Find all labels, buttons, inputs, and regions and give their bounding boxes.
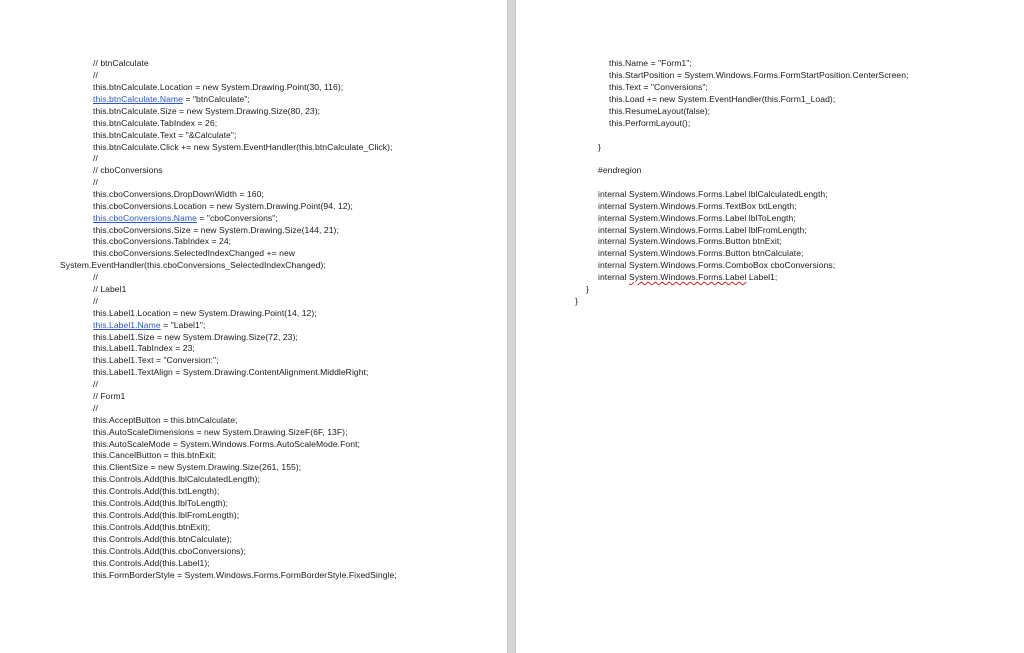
code-text: this.Text = "Conversions"; [609, 82, 708, 92]
document-page-right [515, 0, 1024, 653]
code-line [598, 248, 804, 259]
code-line [93, 522, 210, 533]
code-line [93, 142, 392, 153]
code-text: // [93, 70, 98, 80]
code-line [598, 272, 777, 283]
code-text: this.Label1.Text = "Conversion:"; [93, 355, 219, 365]
code-text: #endregion [598, 165, 642, 175]
code-line [609, 94, 835, 105]
code-line [598, 213, 796, 224]
code-text: // [93, 296, 98, 306]
code-line [93, 570, 397, 581]
code-line [575, 296, 578, 307]
code-line [93, 534, 232, 545]
code-text: internal System.Windows.Forms.TextBox txtLength; [598, 201, 797, 211]
code-line [93, 498, 228, 509]
code-text: = "Label1"; [160, 320, 206, 330]
code-line [93, 213, 278, 224]
code-text: this.cboConversions.TabIndex = 24; [93, 236, 232, 246]
code-line [93, 379, 98, 390]
code-text: this.PerformLayout(); [609, 118, 691, 128]
code-text: = "cboConversions"; [196, 213, 278, 223]
code-text: Label1; [746, 272, 778, 282]
code-text: this.Controls.Add(this.Label1); [93, 558, 210, 568]
document-page-left [0, 0, 508, 653]
code-line [598, 236, 782, 247]
code-text: System.EventHandler(this.cboConversions_SelectedIndexChanged); [60, 260, 326, 270]
code-text: // cboConversions [93, 165, 163, 175]
code-line [93, 439, 360, 450]
code-line [93, 70, 98, 81]
code-text: this.Controls.Add(this.lblCalculatedLength); [93, 474, 260, 484]
code-text: // Form1 [93, 391, 126, 401]
code-text: = "btnCalculate"; [182, 94, 250, 104]
code-text: internal System.Windows.Forms.Button btnCalculate; [598, 248, 804, 258]
code-text: this.AutoScaleDimensions = new System.Drawing.SizeF(6F, 13F); [93, 427, 348, 437]
code-text: this.Controls.Add(this.btnExit); [93, 522, 211, 532]
code-text: this.ResumeLayout(false); [609, 106, 711, 116]
code-text: } [586, 284, 589, 294]
code-line [93, 403, 98, 414]
code-line [93, 343, 195, 354]
code-text: // [93, 403, 98, 413]
code-link: this.cboConversions.Name [93, 213, 197, 223]
code-line [93, 415, 238, 426]
code-text: this.FormBorderStyle = System.Windows.Forms.FormBorderStyle.FixedSingle; [93, 570, 397, 580]
code-line [93, 94, 250, 105]
code-line [93, 106, 320, 117]
code-line [598, 225, 807, 236]
code-text: this.cboConversions.Location = new System.Drawing.Point(94, 12); [93, 201, 353, 211]
code-line [93, 391, 125, 402]
code-line [93, 462, 301, 473]
code-line [93, 130, 236, 141]
code-text: this.cboConversions.DropDownWidth = 160; [93, 189, 264, 199]
code-line [93, 558, 210, 569]
code-text: this.Label1.Size = new System.Drawing.Size(72, 23); [93, 332, 298, 342]
code-line [609, 106, 710, 117]
code-text: // btnCalculate [93, 58, 149, 68]
code-text: this.Controls.Add(this.cboConversions); [93, 546, 246, 556]
code-line [93, 308, 317, 319]
code-text: this.Controls.Add(this.lblFromLength); [93, 510, 240, 520]
code-line [609, 118, 690, 129]
code-link: this.Label1.Name [93, 320, 161, 330]
code-text: this.Name = "Form1"; [609, 58, 692, 68]
code-text: internal System.Windows.Forms.Label lblCalculatedLength; [598, 189, 828, 199]
code-line [93, 296, 98, 307]
code-text: internal [598, 272, 630, 282]
code-text: // [93, 272, 98, 282]
code-line [93, 450, 216, 461]
code-line [93, 82, 343, 93]
code-text: this.cboConversions.SelectedIndexChanged += new [93, 248, 296, 258]
code-line [609, 58, 692, 69]
code-link: this.btnCalculate.Name [93, 94, 183, 104]
code-line [93, 201, 353, 212]
code-text: internal System.Windows.Forms.Label lblFromLength; [598, 225, 807, 235]
code-text: this.Label1.TabIndex = 23; [93, 343, 195, 353]
code-text: // [93, 379, 98, 389]
code-line [93, 165, 163, 176]
code-line [93, 367, 368, 378]
code-text: this.AutoScaleMode = System.Windows.Forms.AutoScaleMode.Font; [93, 439, 360, 449]
code-text: this.cboConversions.Size = new System.Drawing.Size(144, 21); [93, 225, 339, 235]
code-line [93, 320, 205, 331]
spellcheck-underlined-text: System.Windows.Forms.Label [629, 272, 747, 282]
code-line [93, 332, 298, 343]
code-line [598, 189, 828, 200]
code-text: // [93, 153, 98, 163]
code-text: this.btnCalculate.Click += new System.EventHandler(this.btnCalculate_Click); [93, 142, 393, 152]
code-line [93, 474, 260, 485]
code-line [586, 284, 589, 295]
code-line [93, 225, 339, 236]
code-text: this.btnCalculate.Text = "&Calculate"; [93, 130, 237, 140]
code-text: this.Controls.Add(this.lblToLength); [93, 498, 229, 508]
code-text: this.btnCalculate.Location = new System.Drawing.Point(30, 116); [93, 82, 344, 92]
code-text: this.ClientSize = new System.Drawing.Size(261, 155); [93, 462, 302, 472]
code-text: } [575, 296, 578, 306]
code-line [93, 153, 98, 164]
code-text: this.CancelButton = this.btnExit; [93, 450, 217, 460]
code-text: // Label1 [93, 284, 127, 294]
code-line [93, 248, 295, 259]
code-text: this.Label1.Location = new System.Drawing.Point(14, 12); [93, 308, 317, 318]
code-line [60, 260, 326, 271]
page-gutter [508, 0, 515, 653]
code-line [598, 260, 835, 271]
code-text: internal System.Windows.Forms.ComboBox cboConversions; [598, 260, 836, 270]
code-text: this.StartPosition = System.Windows.Forms.FormStartPosition.CenterScreen; [609, 70, 909, 80]
code-text: internal System.Windows.Forms.Label lblToLength; [598, 213, 796, 223]
code-text: internal System.Windows.Forms.Button btnExit; [598, 236, 782, 246]
code-line [598, 201, 797, 212]
code-line [93, 189, 264, 200]
code-text: this.Label1.TextAlign = System.Drawing.ContentAlignment.MiddleRight; [93, 367, 369, 377]
code-text: this.btnCalculate.Size = new System.Drawing.Size(80, 23); [93, 106, 321, 116]
code-line [93, 486, 219, 497]
code-line [93, 272, 98, 283]
code-line [598, 165, 642, 176]
code-text: this.Controls.Add(this.btnCalculate); [93, 534, 232, 544]
code-line [93, 118, 217, 129]
code-line [93, 546, 246, 557]
code-line [93, 284, 126, 295]
code-text: this.Load += new System.EventHandler(this.Form1_Load); [609, 94, 836, 104]
code-line [93, 58, 149, 69]
code-text: this.Controls.Add(this.txtLength); [93, 486, 220, 496]
code-line [93, 355, 219, 366]
code-line [93, 510, 239, 521]
code-line [598, 142, 601, 153]
code-text: } [598, 142, 601, 152]
code-text: this.AcceptButton = this.btnCalculate; [93, 415, 238, 425]
code-line [93, 236, 231, 247]
code-line [609, 70, 909, 81]
code-line [93, 177, 98, 188]
code-text: // [93, 177, 98, 187]
code-line [93, 427, 348, 438]
code-text: this.btnCalculate.TabIndex = 26; [93, 118, 218, 128]
code-line [609, 82, 708, 93]
